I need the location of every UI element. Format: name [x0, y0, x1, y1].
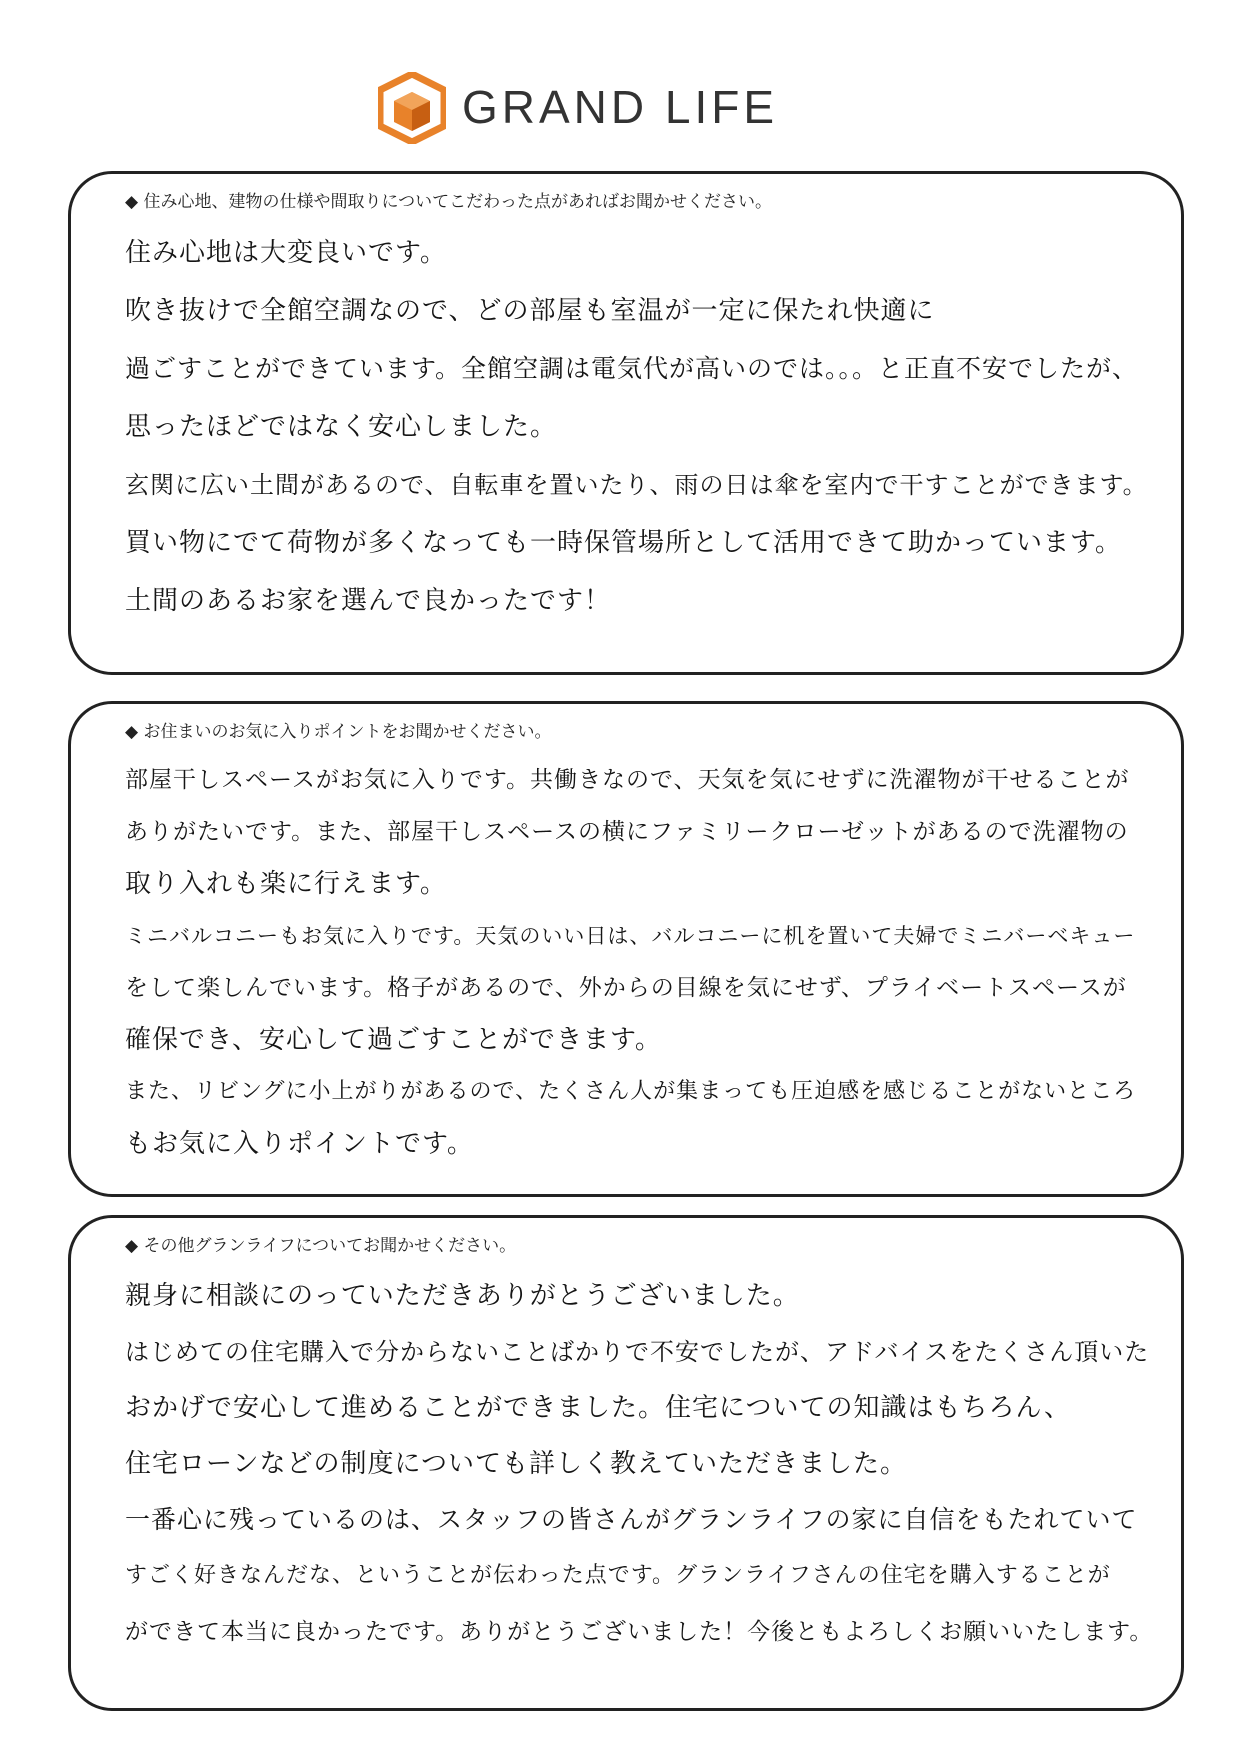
brand-name: GRAND LIFE: [462, 81, 779, 133]
answer-line: また、リビングに小上がりがあるので、たくさん人が集まっても圧迫感を感じることがないところ: [125, 1079, 1137, 1104]
handwritten-answer: [125, 224, 1153, 630]
section-prompt: ◆ その他グランライフについてお聞かせください。: [125, 1236, 517, 1256]
handwritten-answer: [125, 754, 1153, 1170]
answer-line: 買い物にでて荷物が多くなっても一時保管場所として活用できて助かっています。: [125, 528, 1122, 558]
answer-line: おかげで安心して進めることができました。住宅についての知識はもちろん、: [125, 1393, 1072, 1423]
answer-line: 土間のあるお家を選んで良かったです！: [125, 586, 612, 616]
answer-line: すごく好きなんだな、ということが伝わった点です。グランライフさんの住宅を購入することが: [125, 1563, 1111, 1588]
answer-line: 吹き抜けで全館空調なので、どの部屋も室温が一定に保たれ快適に: [125, 296, 935, 326]
answer-line: 部屋干しスペースがお気に入りです。共働きなので、天気を気にせずに洗濯物が干せることが: [125, 767, 1130, 793]
section-building-details: [68, 171, 1184, 675]
section-other-comments: [68, 1215, 1184, 1711]
answer-line: 親身に相談にのっていただきありがとうございました。: [125, 1281, 800, 1311]
header: [0, 66, 1241, 146]
answer-line: 確保でき、安心して過ごすことができます。: [125, 1025, 662, 1055]
answer-line: ミニバルコニーもお気に入りです。天気のいい日は、バルコニーに机を置いて夫婦でミニバーベキュー: [125, 924, 1136, 948]
answer-line: ありがたいです。また、部屋干しスペースの横にファミリークローゼットがあるので洗濯物の: [125, 819, 1129, 845]
section-favorite-points: [68, 701, 1184, 1197]
answer-line: 思ったほどではなく安心しました。: [125, 412, 558, 442]
section-prompt: ◆ お住まいのお気に入りポイントをお聞かせください。: [125, 722, 552, 742]
answer-line: ができて本当に良かったです。ありがとうございました！今後ともよろしくお願いいたします。: [125, 1619, 1153, 1645]
grand-life-logo-icon: [378, 72, 446, 144]
answer-line: 住宅ローンなどの制度についても詳しく教えていただきました。: [125, 1449, 907, 1479]
answer-line: 一番心に残っているのは、スタッフの皆さんがグランライフの家に自信をもたれていて: [125, 1505, 1138, 1534]
answer-line: はじめての住宅購入で分からないことばかりで不安でしたが、アドバイスをたくさん頂いた: [125, 1338, 1150, 1366]
answer-line: 取り入れも楽に行えます。: [125, 869, 447, 899]
answer-line: もお気に入りポイントです。: [125, 1129, 474, 1159]
answer-line: 玄関に広い土間があるので、自転車を置いたり、雨の日は傘を室内で干すことができます。: [125, 471, 1148, 499]
answer-line: をして楽しんでいます。格子があるので、外からの目線を気にせず、プライベートスペースが: [125, 975, 1127, 1001]
handwritten-answer: [125, 1268, 1153, 1660]
section-prompt: ◆ 住み心地、建物の仕様や間取りについてこだわった点があればお聞かせください。: [125, 192, 772, 212]
answer-line: 過ごすことができています。全館空調は電気代が高いのでは。。。と正直不安でしたが、: [125, 354, 1139, 383]
answer-line: 住み心地は大変良いです。: [125, 238, 447, 268]
